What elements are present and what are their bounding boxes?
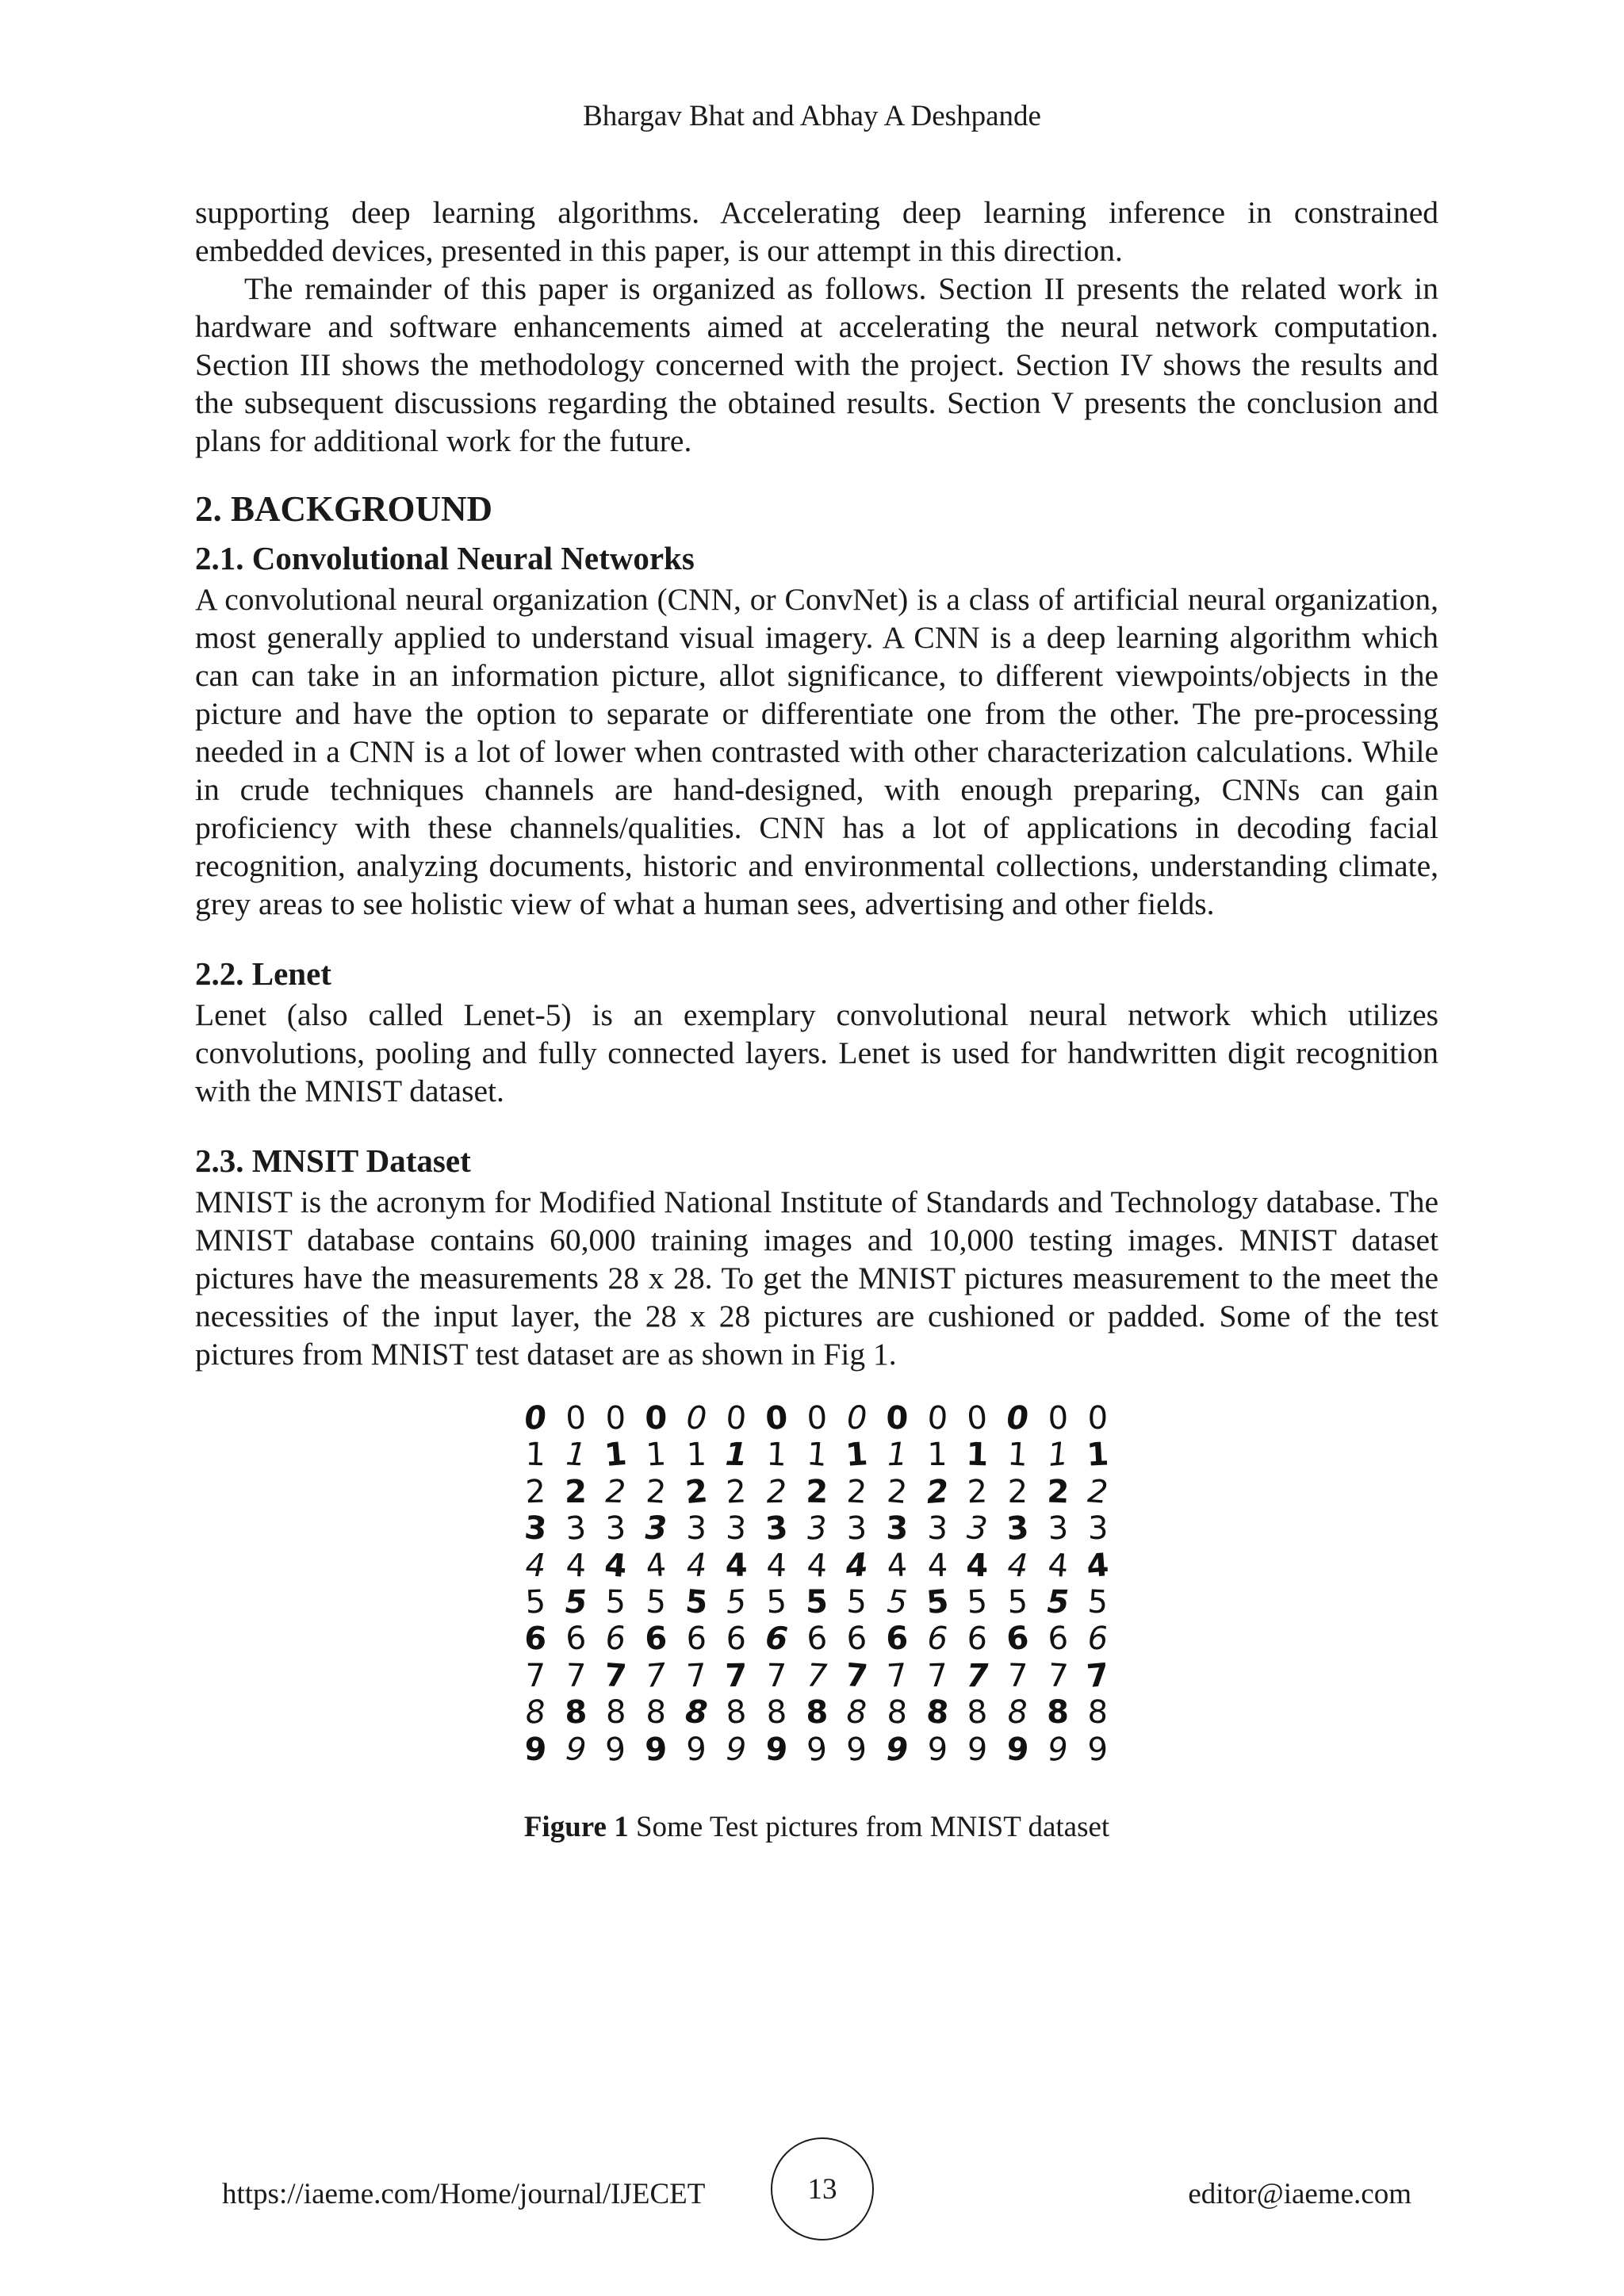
mnist-digit: 5 [846,1583,868,1621]
mnist-digit: 9 [644,1731,668,1768]
mnist-digit: 3 [886,1510,909,1548]
mnist-digit: 6 [725,1620,748,1658]
mnist-digit: 8 [684,1693,709,1732]
mnist-digit: 8 [645,1693,667,1732]
mnist-digit: 6 [805,1620,829,1659]
mnist-digit: 0 [965,1399,990,1438]
mnist-digit: 0 [685,1399,707,1437]
mnist-digit: 3 [846,1510,868,1548]
mnist-digit: 5 [564,1583,588,1621]
lenet-paragraph: Lenet (also called Lenet-5) is an exemplary convolutional neural network which utilizes convolutions, pooling and fully connected layers. Lenet is used for handwritten digit recognition with the MNIST dataset. [195,997,1438,1108]
footer-url: https://iaeme.com/Home/journal/IJECET [222,2178,706,2210]
mnist-digit: 6 [926,1620,948,1658]
mnist-digit: 0 [645,1399,668,1437]
mnist-digit: 7 [806,1657,828,1695]
mnist-digit: 8 [1047,1694,1069,1732]
mnist-digit: 9 [886,1731,909,1768]
mnist-digit: 7 [565,1657,587,1695]
mnist-digit: 8 [1087,1693,1109,1732]
mnist-digit: 1 [805,1436,829,1475]
mnist-digit: 6 [764,1620,790,1659]
mnist-digit: 4 [1006,1546,1029,1585]
mnist-digit: 4 [765,1547,787,1584]
figure-caption-text: Some Test pictures from MNIST dataset [635,1810,1110,1843]
mnist-digit: 6 [846,1620,868,1658]
page-number: 13 [807,2172,837,2206]
subsection-heading-lenet: 2.2. Lenet [195,955,331,992]
mnist-digit: 0 [523,1399,549,1438]
mnist-digit: 4 [685,1547,707,1584]
mnist-paragraph: MNIST is the acronym for Modified National Institute of Standards and Technology database. The MNIST database contains 60,000 training images and 10,000 testing images. MNIST dataset pictures have the measurements 28 x 28. To get the MNIST pictures measurement to the meet the necessities of the input layer, the 28 x 28 pictures are cushioned or padded. Some of the test pictures from MNIST test dataset are as shown in Fig 1. [195,1184,1438,1372]
mnist-digit: 4 [886,1546,909,1585]
mnist-digit: 2 [725,1473,748,1511]
mnist-digit: 3 [564,1510,588,1548]
mnist-digit: 3 [926,1510,948,1548]
mnist-digit: 5 [765,1583,787,1621]
mnist-digit: 0 [605,1399,626,1437]
figure-caption-label: Figure 1 [523,1810,629,1843]
subsection-heading-mnist: 2.3. MNSIT Dataset [195,1142,471,1179]
section-heading-background: 2. BACKGROUND [195,489,493,529]
mnist-digit: 0 [724,1399,749,1438]
mnist-digit: 6 [523,1620,548,1659]
mnist-digit: 7 [844,1656,870,1695]
mnist-digit: 6 [1005,1620,1031,1659]
mnist-digit: 5 [925,1582,950,1622]
mnist-digit: 9 [966,1730,989,1769]
figure-1 [195,1400,1438,1846]
mnist-digit: 9 [805,1730,829,1769]
mnist-digit: 7 [725,1657,748,1694]
mnist-digit: 6 [645,1621,668,1658]
mnist-digit: 2 [845,1473,868,1511]
mnist-digit: 1 [927,1437,948,1474]
mnist-digit: 3 [685,1510,707,1548]
mnist-digit: 4 [603,1546,629,1585]
mnist-digit: 3 [523,1510,549,1548]
mnist-digit: 8 [925,1693,950,1732]
mnist-digit: 3 [1087,1510,1109,1548]
mnist-digit: 4 [844,1546,870,1585]
mnist-digit: 0 [925,1399,949,1437]
mnist-digit: 6 [564,1620,588,1659]
mnist-digit: 2 [967,1473,989,1511]
mnist-digit: 1 [1006,1436,1029,1475]
mnist-digit: 8 [724,1693,749,1732]
mnist-digit: 3 [965,1510,990,1548]
mnist-digit: 5 [645,1583,668,1621]
mnist-digit: 4 [805,1546,829,1585]
mnist-digit: 5 [1007,1583,1028,1621]
mnist-digit: 2 [885,1472,910,1511]
mnist-digit: 5 [725,1583,748,1621]
mnist-digit: 2 [1046,1473,1070,1511]
mnist-digit: 3 [605,1510,627,1548]
mnist-digit: 3 [1047,1510,1069,1548]
mnist-digit: 9 [1087,1731,1109,1768]
mnist-digit-grid [515,1400,1118,1768]
mnist-digit: 2 [805,1473,829,1511]
mnist-digit: 9 [845,1730,868,1769]
mnist-digit: 1 [524,1436,546,1474]
mnist-digit: 9 [1005,1730,1031,1769]
mnist-digit: 9 [726,1731,748,1768]
mnist-digit: 8 [564,1693,588,1732]
intro-paragraph-1: supporting deep learning algorithms. Accelerating deep learning inference in constrained embedded devices, presented in this paper, is our attempt in this direction. [195,195,1438,268]
mnist-digit: 9 [686,1731,707,1768]
mnist-digit: 4 [565,1546,587,1585]
mnist-digit: 1 [965,1436,990,1474]
mnist-digit: 0 [565,1399,587,1437]
mnist-digit: 4 [1046,1546,1070,1585]
mnist-digit: 8 [886,1693,909,1732]
mnist-digit: 6 [966,1620,989,1659]
mnist-digit: 5 [886,1583,909,1621]
mnist-digit: 2 [645,1472,668,1511]
mnist-digit: 3 [764,1510,790,1548]
mnist-digit: 4 [525,1547,546,1584]
mnist-digit: 0 [806,1399,828,1437]
mnist-digit: 1 [1046,1436,1070,1475]
mnist-digit: 7 [525,1657,546,1694]
mnist-digit: 6 [685,1621,707,1658]
mnist-digit: 8 [765,1693,788,1732]
mnist-digit: 9 [926,1731,948,1768]
mnist-digit: 9 [604,1730,627,1769]
mnist-digit: 6 [604,1620,627,1658]
mnist-digit: 6 [886,1621,909,1658]
mnist-digit: 2 [565,1473,587,1510]
mnist-digit: 7 [603,1656,629,1695]
mnist-digit: 9 [564,1730,588,1769]
mnist-digit: 4 [1086,1546,1111,1585]
mnist-digit: 2 [524,1473,546,1511]
mnist-digit: 1 [725,1437,748,1474]
page-footer [0,2169,1624,2217]
mnist-digit: 9 [523,1730,548,1769]
mnist-digit: 2 [766,1473,787,1510]
mnist-digit: 1 [886,1436,908,1474]
mnist-digit: 1 [603,1436,629,1475]
mnist-digit: 7 [926,1657,948,1695]
footer-email: editor@iaeme.com [1188,2178,1411,2210]
mnist-digit: 0 [1087,1399,1109,1437]
mnist-digit: 5 [806,1583,828,1621]
mnist-digit: 6 [1087,1621,1109,1658]
mnist-digit: 7 [886,1656,909,1695]
mnist-digit: 0 [764,1399,789,1437]
page-number-circle [771,2137,874,2241]
intro-paragraph-2: The remainder of this paper is organized as follows. Section II presents the related work in hardware and software enhancements aimed at accelerating the neural network computation. Section III shows the methodology concerned with the project. Section IV shows the results and the subsequent discussions regarding the obtained results. Section V presents the conclusion and plans for additional work for the future. [195,271,1438,458]
mnist-digit: 5 [524,1583,547,1621]
mnist-digit: 5 [684,1582,709,1622]
mnist-digit: 4 [926,1547,948,1584]
mnist-digit: 1 [765,1436,788,1475]
mnist-digit: 8 [966,1693,989,1732]
subsection-heading-cnn: 2.1. Convolutional Neural Networks [195,540,695,576]
mnist-digit: 8 [1006,1693,1028,1732]
mnist-digit: 4 [966,1547,989,1584]
mnist-digit: 5 [1086,1583,1109,1621]
mnist-digit: 3 [806,1510,828,1548]
mnist-digit: 9 [764,1730,789,1769]
mnist-digit: 5 [1046,1583,1070,1621]
mnist-digit: 3 [645,1510,668,1548]
page-content [195,193,1438,1846]
mnist-digit: 8 [846,1693,868,1732]
mnist-digit: 7 [1046,1656,1070,1695]
mnist-digit: 4 [725,1547,748,1584]
mnist-digit: 7 [1006,1657,1028,1695]
mnist-digit: 9 [1046,1730,1070,1769]
mnist-digit: 1 [645,1436,668,1475]
mnist-digit: 0 [1047,1399,1069,1437]
mnist-digit: 1 [1086,1436,1110,1475]
mnist-digit: 2 [1007,1473,1028,1510]
mnist-digit: 2 [605,1473,627,1511]
mnist-digit: 3 [1005,1510,1030,1548]
mnist-digit: 1 [564,1436,588,1475]
figure-caption [195,1809,1438,1846]
mnist-digit: 8 [605,1694,626,1732]
mnist-digit: 5 [966,1583,989,1621]
mnist-digit: 2 [925,1472,950,1511]
mnist-digit: 0 [885,1399,910,1437]
mnist-digit: 1 [845,1436,870,1475]
mnist-digit: 7 [644,1656,668,1695]
running-head: Bhargav Bhat and Abhay A Deshpande [583,100,1041,132]
mnist-digit: 6 [1047,1620,1069,1658]
mnist-digit: 7 [766,1657,787,1694]
mnist-digit: 2 [1086,1472,1109,1511]
mnist-digit: 8 [524,1693,547,1732]
mnist-digit: 7 [685,1657,707,1695]
mnist-digit: 7 [966,1657,989,1694]
mnist-digit: 7 [1085,1656,1111,1695]
cnn-paragraph: A convolutional neural organization (CNN, or ConvNet) is a class of artificial neural organization, most generally applied to understand visual imagery. A CNN is a deep learning algorithm which can can take in an information picture, allot significance, to different viewpoints/objects in the picture and have the option to separate or differentiate one from the other. The pre-processing needed in a CNN is a lot of lower when contrasted with other characterization calculations. While in crude techniques channels are hand-designed, with enough preparing, CNNs can gain proficiency with these channels/qualities. CNN has a lot of applications in decoding facial recognition, analyzing documents, historic and environmental collections, understanding climate, grey areas to see holistic view of what a human sees, advertising and other fields. [195,582,1438,921]
mnist-digit: 0 [1005,1399,1030,1437]
mnist-digit: 0 [846,1400,868,1437]
mnist-digit: 8 [805,1693,829,1732]
mnist-digit: 2 [684,1472,709,1511]
mnist-digit: 1 [685,1437,707,1474]
mnist-digit: 4 [645,1546,668,1585]
mnist-digit: 3 [725,1510,748,1548]
mnist-digit: 5 [605,1583,626,1621]
